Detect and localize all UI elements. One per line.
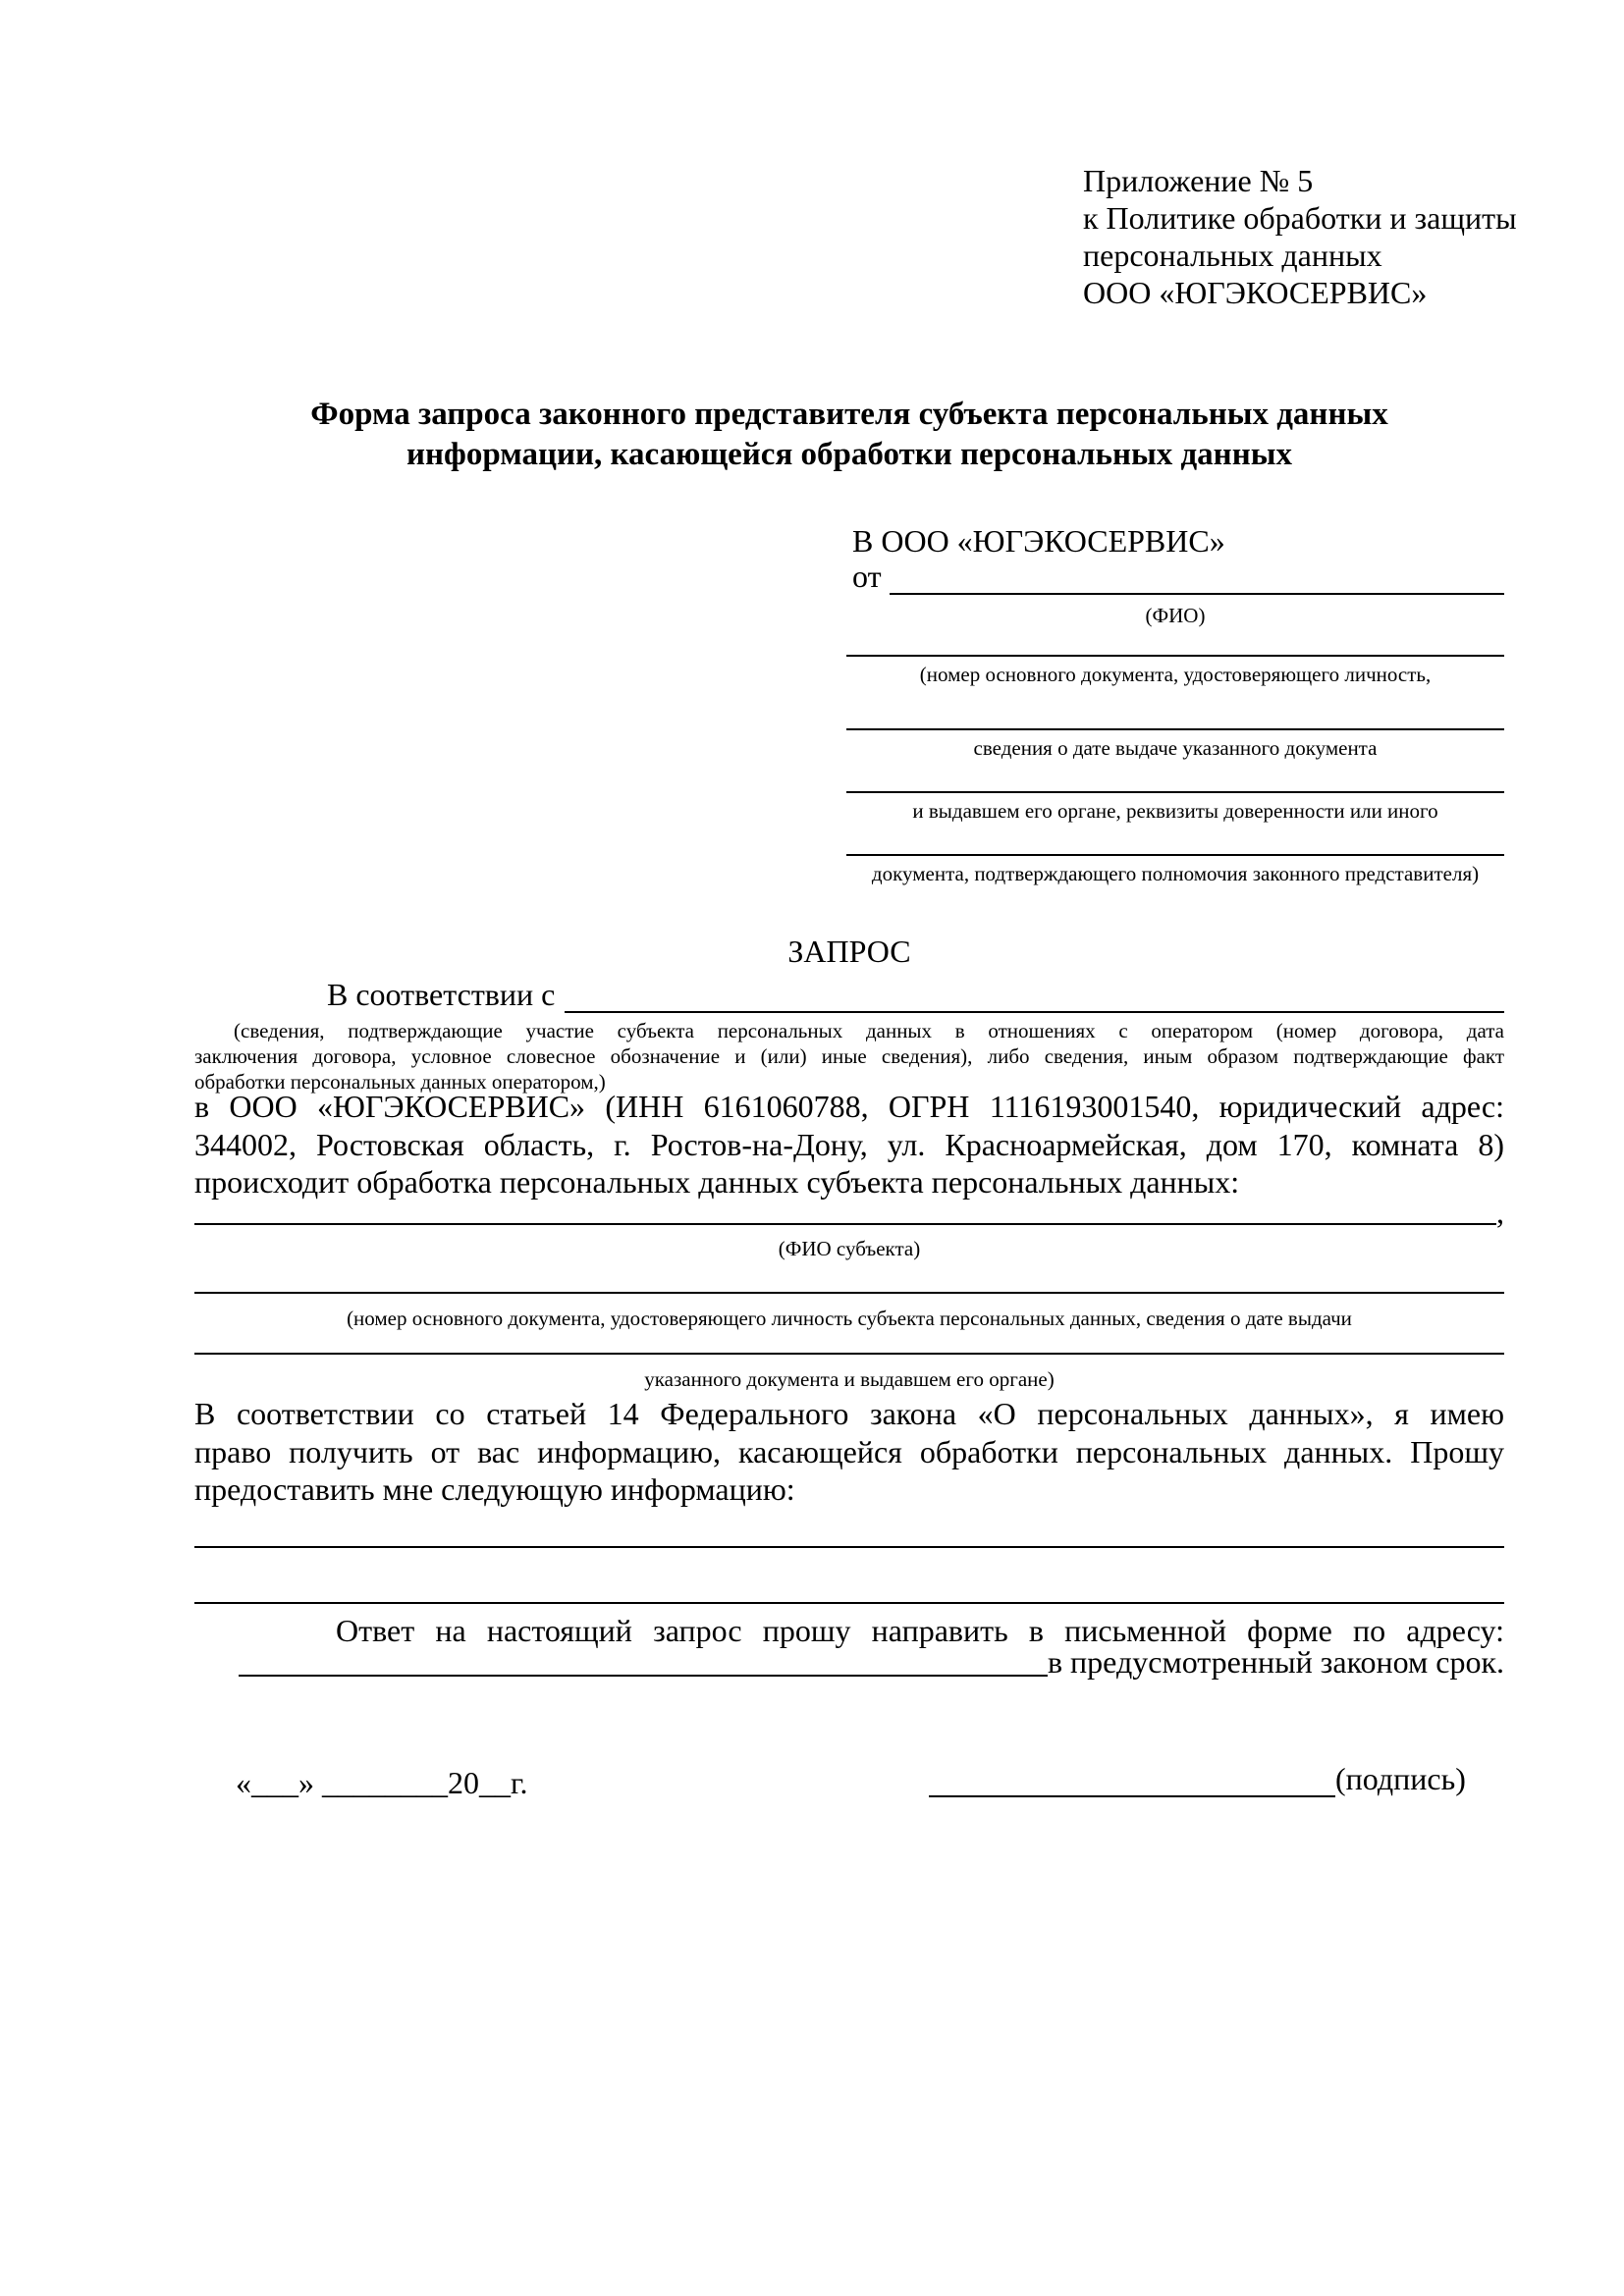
subject-doc-caption: (номер основного документа, удостоверяющего личность субъекта персональных данных, сведения о дате выдачи: [347, 1307, 1352, 1330]
law-paragraph: [194, 1395, 1504, 1509]
basis-caption-line: (сведения, подтверждающие участие субъекта персональных данных в отношениях с оператором (номер договора, дата: [234, 1019, 1504, 1042]
answer-tail: в предусмотренный законом срок.: [1047, 1644, 1504, 1680]
answer-paragraph: Ответ на настоящий запрос прошу направить в письменной форме по адресу:: [336, 1613, 1504, 1648]
subject-fio-line: [194, 1219, 1496, 1225]
subject-doc-line: [194, 1353, 1504, 1355]
basis-caption: [194, 1018, 1504, 1095]
subject-fio-field: [194, 1195, 1504, 1230]
field-caption: и выдавшем его органе, реквизиты доверенности или иного: [912, 799, 1438, 823]
signature-caption: (подпись): [1335, 1761, 1466, 1796]
field-line: [846, 655, 1504, 657]
subject-doc-line: [194, 1292, 1504, 1294]
date-field: «___» ________20__г.: [236, 1765, 528, 1800]
request-heading: ЗАПРОС: [787, 934, 911, 969]
law-paragraph-line: предоставить мне следующую информацию:: [194, 1471, 795, 1507]
operator-paragraph-line: 344002, Ростовская область, г. Ростов-на-Дону, ул. Красноармейская, дом 170, комната 8): [194, 1126, 1504, 1162]
form-title: [194, 395, 1504, 475]
comma-text: ,: [1496, 1195, 1504, 1230]
subject-doc-caption: указанного документа и выдавшем его органе): [644, 1367, 1055, 1391]
appendix-line: ООО «ЮГЭКОСЕРВИС»: [1083, 275, 1428, 310]
appendix-line: персональных данных: [1083, 238, 1382, 273]
law-paragraph-line: В соответствии со статьей 14 Федерального закона «О персональных данных», я имею: [194, 1396, 1504, 1431]
basis-label: В соответствии с: [327, 977, 556, 1012]
field-line: [846, 854, 1504, 856]
info-field-line: [194, 1546, 1504, 1548]
from-field-line: [890, 589, 1504, 595]
field-line: [846, 728, 1504, 730]
subject-fio-caption: (ФИО субъекта): [778, 1237, 921, 1260]
field-line: [846, 791, 1504, 793]
address-field-line: [239, 1671, 1048, 1677]
basis-caption-line: заключения договора, условное словесное обозначение и (или) иные сведения), либо сведения, иным образом подтверждающие факт: [194, 1044, 1504, 1068]
from-field: [852, 561, 1504, 595]
law-paragraph-line: право получить от вас информацию, касающейся обработки персональных данных. Прошу: [194, 1433, 1504, 1469]
form-title-line: информации, касающейся обработки персональных данных: [406, 437, 1292, 472]
basis-field: [194, 978, 1504, 1013]
form-title-line: Форма запроса законного представителя субъекта персональных данных: [310, 397, 1388, 432]
appendix-line: к Политике обработки и защиты: [1083, 200, 1517, 236]
operator-paragraph: [194, 1088, 1504, 1201]
fio-caption: (ФИО): [1145, 604, 1206, 627]
signature-field-line: [929, 1791, 1335, 1797]
info-field-line: [194, 1602, 1504, 1604]
address-field: [239, 1644, 1504, 1680]
from-label: от: [852, 559, 882, 594]
field-caption: (номер основного документа, удостоверяющего личность,: [919, 663, 1432, 686]
appendix-header: [1083, 162, 1517, 311]
field-caption: документа, подтверждающего полномочия законного представителя): [871, 862, 1480, 885]
field-caption: сведения о дате выдаче указанного документа: [973, 736, 1378, 760]
operator-paragraph-line: происходит обработка персональных данных субъекта персональных данных:: [194, 1164, 1240, 1200]
basis-caption-line: обработки персональных данных оператором,): [194, 1070, 606, 1094]
signature-field: [929, 1761, 1504, 1797]
basis-field-line: [565, 1007, 1504, 1013]
operator-paragraph-line: в ООО «ЮГЭКОСЕРВИС» (ИНН 6161060788, ОГРН 1116193001540, юридический адрес:: [194, 1089, 1504, 1124]
appendix-line: Приложение № 5: [1083, 163, 1314, 198]
addressee-org: В ООО «ЮГЭКОСЕРВИС»: [852, 523, 1225, 559]
